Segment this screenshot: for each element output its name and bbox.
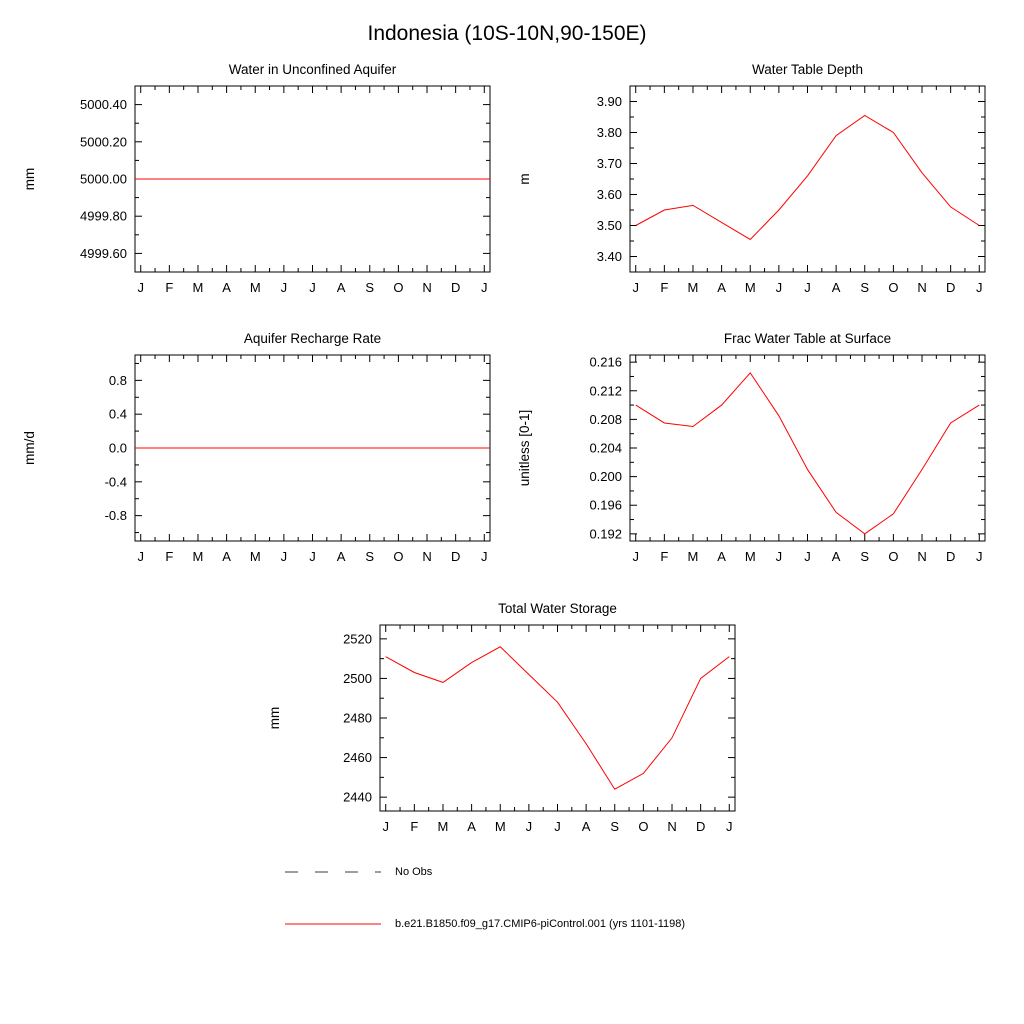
svg-text:F: F — [660, 280, 669, 295]
svg-text:0.204: 0.204 — [589, 440, 622, 456]
svg-text:D: D — [450, 280, 461, 295]
svg-text:J: J — [137, 549, 144, 564]
svg-text:A: A — [222, 280, 231, 295]
svg-text:A: A — [581, 819, 591, 834]
svg-text:M: M — [249, 280, 261, 295]
svg-text:J: J — [137, 280, 144, 295]
svg-text:Water in Unconfined Aquifer: Water in Unconfined Aquifer — [228, 62, 397, 77]
svg-text:J: J — [976, 549, 983, 564]
svg-text:2500: 2500 — [343, 670, 372, 686]
svg-text:O: O — [888, 549, 899, 564]
svg-text:mm: mm — [22, 167, 37, 191]
chart-canvas — [20, 327, 500, 575]
svg-text:O: O — [638, 819, 649, 834]
chart-canvas — [515, 58, 995, 306]
svg-text:M: M — [437, 819, 449, 834]
no-obs-line-sample-icon — [283, 866, 383, 878]
svg-text:F: F — [410, 819, 419, 834]
svg-text:F: F — [165, 280, 174, 295]
svg-text:N: N — [917, 549, 927, 564]
model-line-sample-icon — [283, 918, 383, 930]
svg-text:F: F — [165, 549, 174, 564]
chart-aquifer-recharge-rate — [20, 327, 500, 575]
svg-text:N: N — [422, 549, 432, 564]
svg-text:mm/d: mm/d — [22, 431, 37, 465]
chart-total-water-storage — [265, 597, 745, 845]
svg-text:2520: 2520 — [343, 631, 372, 647]
svg-text:A: A — [336, 549, 346, 564]
svg-text:N: N — [667, 819, 677, 834]
svg-text:D: D — [945, 280, 956, 295]
svg-text:Aquifer Recharge Rate: Aquifer Recharge Rate — [243, 331, 382, 346]
svg-text:J: J — [976, 280, 983, 295]
svg-text:m: m — [517, 173, 532, 185]
svg-text:M: M — [687, 280, 699, 295]
svg-text:M: M — [744, 280, 756, 295]
svg-text:3.70: 3.70 — [596, 156, 622, 171]
svg-text:S: S — [860, 280, 870, 295]
svg-text:J: J — [280, 280, 288, 295]
svg-text:J: J — [775, 549, 783, 564]
svg-text:A: A — [831, 549, 841, 564]
svg-text:J: J — [481, 280, 488, 295]
legend-label-model-run: b.e21.B1850.f09_g17.CMIP6-piControl.001 (yrs 1101-1198) — [395, 918, 686, 930]
svg-text:M: M — [192, 549, 204, 564]
svg-text:J: J — [309, 549, 316, 564]
svg-text:4999.80: 4999.80 — [80, 208, 127, 224]
legend-label-no-obs: No Obs — [395, 866, 433, 878]
svg-text:2440: 2440 — [343, 789, 372, 805]
svg-text:J: J — [525, 819, 533, 834]
svg-text:unitless [0-1]: unitless [0-1] — [517, 409, 532, 487]
svg-text:0.192: 0.192 — [589, 526, 622, 542]
chart-canvas — [20, 58, 500, 306]
svg-text:0.200: 0.200 — [589, 469, 622, 485]
svg-text:A: A — [467, 819, 476, 834]
svg-text:S: S — [365, 280, 375, 295]
svg-text:N: N — [422, 280, 432, 295]
svg-text:0.8: 0.8 — [108, 372, 127, 388]
svg-text:F: F — [660, 549, 669, 564]
svg-text:J: J — [309, 280, 316, 295]
chart-water-table-depth — [515, 58, 995, 306]
svg-text:A: A — [222, 549, 231, 564]
svg-text:J: J — [726, 819, 733, 834]
svg-text:J: J — [804, 549, 811, 564]
svg-text:J: J — [481, 549, 488, 564]
svg-text:M: M — [249, 549, 261, 564]
legend-item-model-run — [283, 918, 685, 930]
svg-text:A: A — [717, 280, 726, 295]
svg-text:J: J — [280, 549, 288, 564]
svg-text:2480: 2480 — [343, 710, 372, 726]
svg-text:3.60: 3.60 — [596, 187, 622, 202]
page-title: Indonesia (10S-10N,90-150E) — [367, 22, 647, 45]
svg-text:0.4: 0.4 — [108, 406, 127, 422]
svg-text:0.212: 0.212 — [589, 383, 622, 399]
svg-text:Frac Water Table at Surface: Frac Water Table at Surface — [723, 331, 892, 346]
svg-text:5000.00: 5000.00 — [80, 171, 127, 187]
svg-text:mm: mm — [267, 706, 282, 730]
svg-text:3.80: 3.80 — [596, 125, 622, 140]
svg-text:D: D — [945, 549, 956, 564]
svg-text:-0.8: -0.8 — [104, 508, 127, 524]
chart-frac-water-table-at-surface — [515, 327, 995, 575]
svg-text:M: M — [687, 549, 699, 564]
svg-text:J: J — [775, 280, 783, 295]
chart-canvas — [515, 327, 995, 575]
svg-text:0.216: 0.216 — [589, 354, 622, 370]
svg-text:D: D — [450, 549, 461, 564]
svg-text:3.90: 3.90 — [596, 94, 622, 109]
svg-text:O: O — [888, 280, 899, 295]
svg-text:3.50: 3.50 — [596, 218, 622, 233]
svg-text:A: A — [717, 549, 726, 564]
svg-text:S: S — [610, 819, 620, 834]
svg-text:D: D — [695, 819, 706, 834]
svg-text:2460: 2460 — [343, 750, 372, 766]
svg-text:3.40: 3.40 — [596, 249, 622, 264]
svg-text:O: O — [393, 549, 404, 564]
svg-text:Water Table Depth: Water Table Depth — [751, 62, 864, 77]
svg-text:J: J — [554, 819, 561, 834]
svg-text:0.208: 0.208 — [589, 411, 622, 427]
chart-canvas — [265, 597, 745, 845]
svg-text:M: M — [494, 819, 506, 834]
svg-text:M: M — [744, 549, 756, 564]
svg-text:J: J — [804, 280, 811, 295]
svg-text:J: J — [632, 549, 639, 564]
svg-text:0.196: 0.196 — [589, 497, 622, 513]
svg-text:4999.60: 4999.60 — [80, 245, 127, 261]
svg-text:Total Water Storage: Total Water Storage — [498, 601, 617, 616]
svg-text:N: N — [917, 280, 927, 295]
svg-text:5000.20: 5000.20 — [80, 134, 127, 150]
svg-text:S: S — [365, 549, 375, 564]
svg-text:5000.40: 5000.40 — [80, 97, 127, 113]
svg-text:J: J — [382, 819, 389, 834]
svg-text:0.0: 0.0 — [108, 440, 127, 456]
svg-text:S: S — [860, 549, 870, 564]
svg-text:O: O — [393, 280, 404, 295]
svg-text:A: A — [336, 280, 346, 295]
chart-water-in-unconfined-aquifer — [20, 58, 500, 306]
legend-item-no-obs — [283, 866, 432, 878]
svg-text:-0.4: -0.4 — [104, 474, 127, 490]
svg-text:M: M — [192, 280, 204, 295]
svg-text:J: J — [632, 280, 639, 295]
svg-text:A: A — [831, 280, 841, 295]
